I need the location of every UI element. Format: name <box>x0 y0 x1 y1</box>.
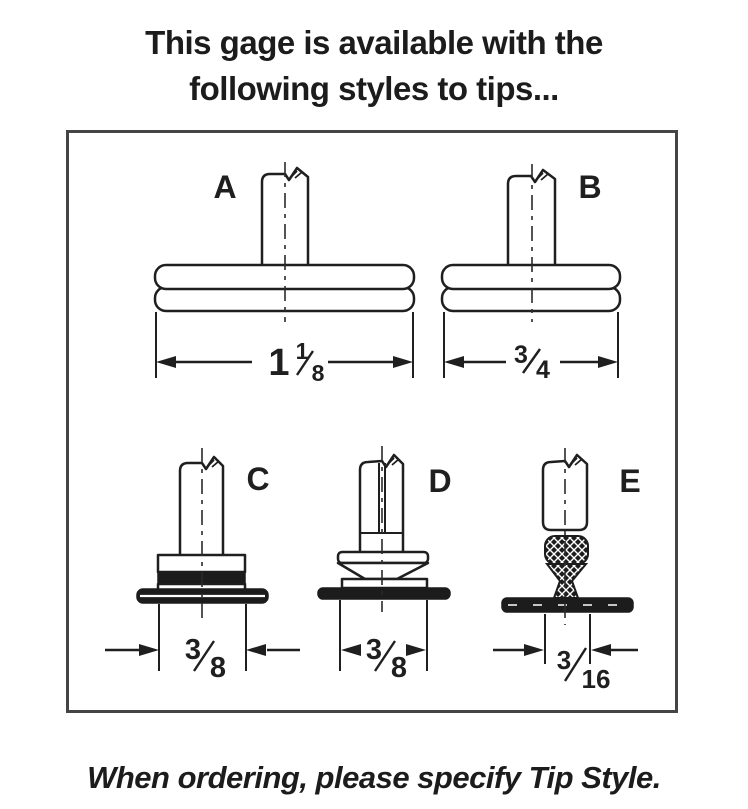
tip-styles-diagram <box>66 130 678 713</box>
tip-label: B <box>578 169 602 205</box>
dim-denominator: 8 <box>390 652 408 684</box>
dim-numerator: 3 <box>514 341 528 369</box>
arrow-left <box>524 644 544 656</box>
arrow-right <box>591 644 611 656</box>
arrow-right <box>406 644 426 656</box>
knurled-barrel <box>545 536 588 564</box>
tip-style-c <box>105 448 300 684</box>
tip-style-e <box>493 448 641 694</box>
page-title <box>0 20 748 112</box>
tip-label: A <box>213 169 237 205</box>
hourglass <box>547 564 586 598</box>
dim-denominator: 8 <box>311 360 325 386</box>
dimension <box>340 600 427 684</box>
ordering-caption: When ordering, please specify Tip Style. <box>87 760 661 795</box>
tip-style-a <box>155 162 414 386</box>
dim-numerator: 3 <box>184 634 202 666</box>
base-disc <box>318 588 450 599</box>
dim-numerator: 1 <box>295 338 309 364</box>
dim-denominator: 8 <box>209 652 227 684</box>
dimension <box>444 312 618 384</box>
dimension <box>156 312 413 386</box>
flange-bar <box>338 552 428 563</box>
arrow-right <box>393 356 413 368</box>
arrow-left <box>139 644 159 656</box>
title-line-1: This gage is available with the <box>145 24 603 61</box>
lower-band <box>342 579 427 588</box>
tip-style-b <box>442 164 620 384</box>
tip-label: C <box>246 461 270 497</box>
tip-style-d <box>318 446 452 684</box>
tip-label: D <box>428 463 452 499</box>
arrow-left <box>156 356 176 368</box>
arrow-right <box>246 644 266 656</box>
arrow-left <box>341 644 361 656</box>
title-line-2: following styles to tips... <box>189 70 559 107</box>
dim-numerator: 3 <box>556 645 572 675</box>
dim-denominator: 4 <box>536 356 550 384</box>
dim-whole: 1 <box>268 342 290 384</box>
arrow-left <box>444 356 464 368</box>
dim-numerator: 3 <box>365 634 383 666</box>
arrow-right <box>598 356 618 368</box>
dim-denominator: 16 <box>581 664 611 694</box>
tip-label: E <box>619 463 641 499</box>
dimension <box>493 614 638 694</box>
cone <box>338 563 428 579</box>
disc-lower <box>442 287 620 311</box>
disc-upper <box>442 265 620 289</box>
